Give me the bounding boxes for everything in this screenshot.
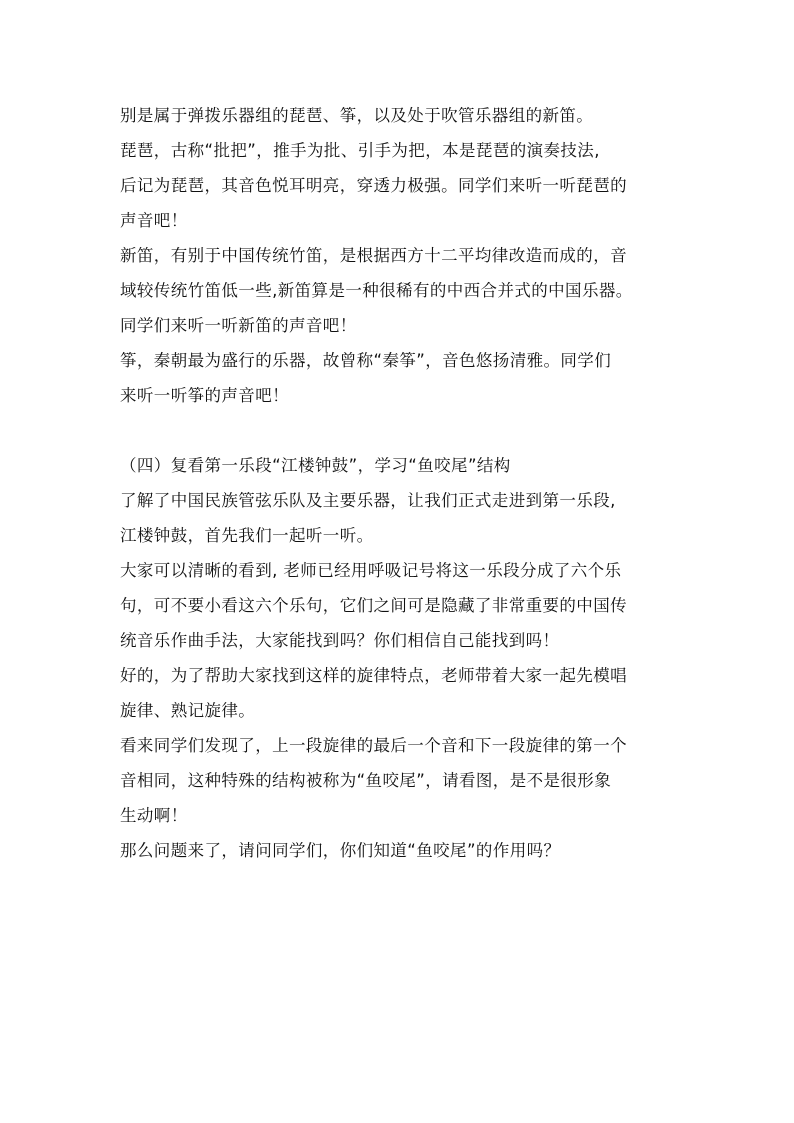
paragraph-line: 看来同学们发现了，上一段旋律的最后一个音和下一段旋律的第一个 bbox=[120, 736, 627, 755]
paragraph-line: 句，可不要小看这六个乐句，它们之间可是隐藏了非常重要的中国传 bbox=[120, 596, 627, 615]
paragraph-line: 新笛，有别于中国传统竹笛，是根据西方十二平均律改造而成的，音 bbox=[120, 246, 627, 265]
paragraph-line: 了解了中国民族管弦乐队及主要乐器，让我们正式走进到第一乐段, bbox=[120, 491, 616, 510]
paragraph-line: 统音乐作曲手法，大家能找到吗？你们相信自己能找到吗！ bbox=[120, 631, 560, 650]
paragraph-line: 江楼钟鼓，首先我们一起听一听。 bbox=[120, 526, 374, 545]
paragraph-line: 大家可以清晰的看到, 老师已经用呼吸记号将这一乐段分成了六个乐 bbox=[120, 561, 622, 580]
paragraph-line: 旋律、熟记旋律。 bbox=[120, 701, 256, 720]
section-heading: （四）复看第一乐段“江楼钟鼓”，学习“鱼咬尾”结构 bbox=[120, 456, 511, 475]
paragraph-line: 琵琶，古称“批把”，推手为批、引手为把，本是琵琶的演奏技法, bbox=[120, 141, 600, 160]
paragraph-line: 声音吧！ bbox=[120, 211, 188, 230]
paragraph-line: 来听一听筝的声音吧！ bbox=[120, 386, 289, 405]
blank-line bbox=[120, 413, 680, 448]
paragraph-line: 别是属于弹拨乐器组的琵琶、筝，以及处于吹管乐器组的新笛。 bbox=[120, 106, 594, 125]
paragraph-line: 好的，为了帮助大家找到这样的旋律特点，老师带着大家一起先模唱 bbox=[120, 666, 627, 685]
paragraph-line: 筝，秦朝最为盛行的乐器，故曾称“秦筝”，音色悠扬清雅。同学们 bbox=[120, 351, 612, 370]
paragraph-line: 同学们来听一听新笛的声音吧！ bbox=[120, 316, 357, 335]
paragraph-line: 后记为琵琶，其音色悦耳明亮，穿透力极强。同学们来听一听琵琶的 bbox=[120, 176, 627, 195]
paragraph-line: 音相同，这种特殊的结构被称为“鱼咬尾”，请看图，是不是很形象 bbox=[120, 771, 612, 790]
document-body bbox=[120, 98, 680, 868]
paragraph-line: 域较传统竹笛低一些,新笛算是一种很稀有的中西合并式的中国乐器。 bbox=[120, 281, 633, 300]
paragraph-line: 那么问题来了，请问同学们，你们知道“鱼咬尾”的作用吗？ bbox=[120, 841, 561, 860]
paragraph-line: 生动啊！ bbox=[120, 806, 188, 825]
